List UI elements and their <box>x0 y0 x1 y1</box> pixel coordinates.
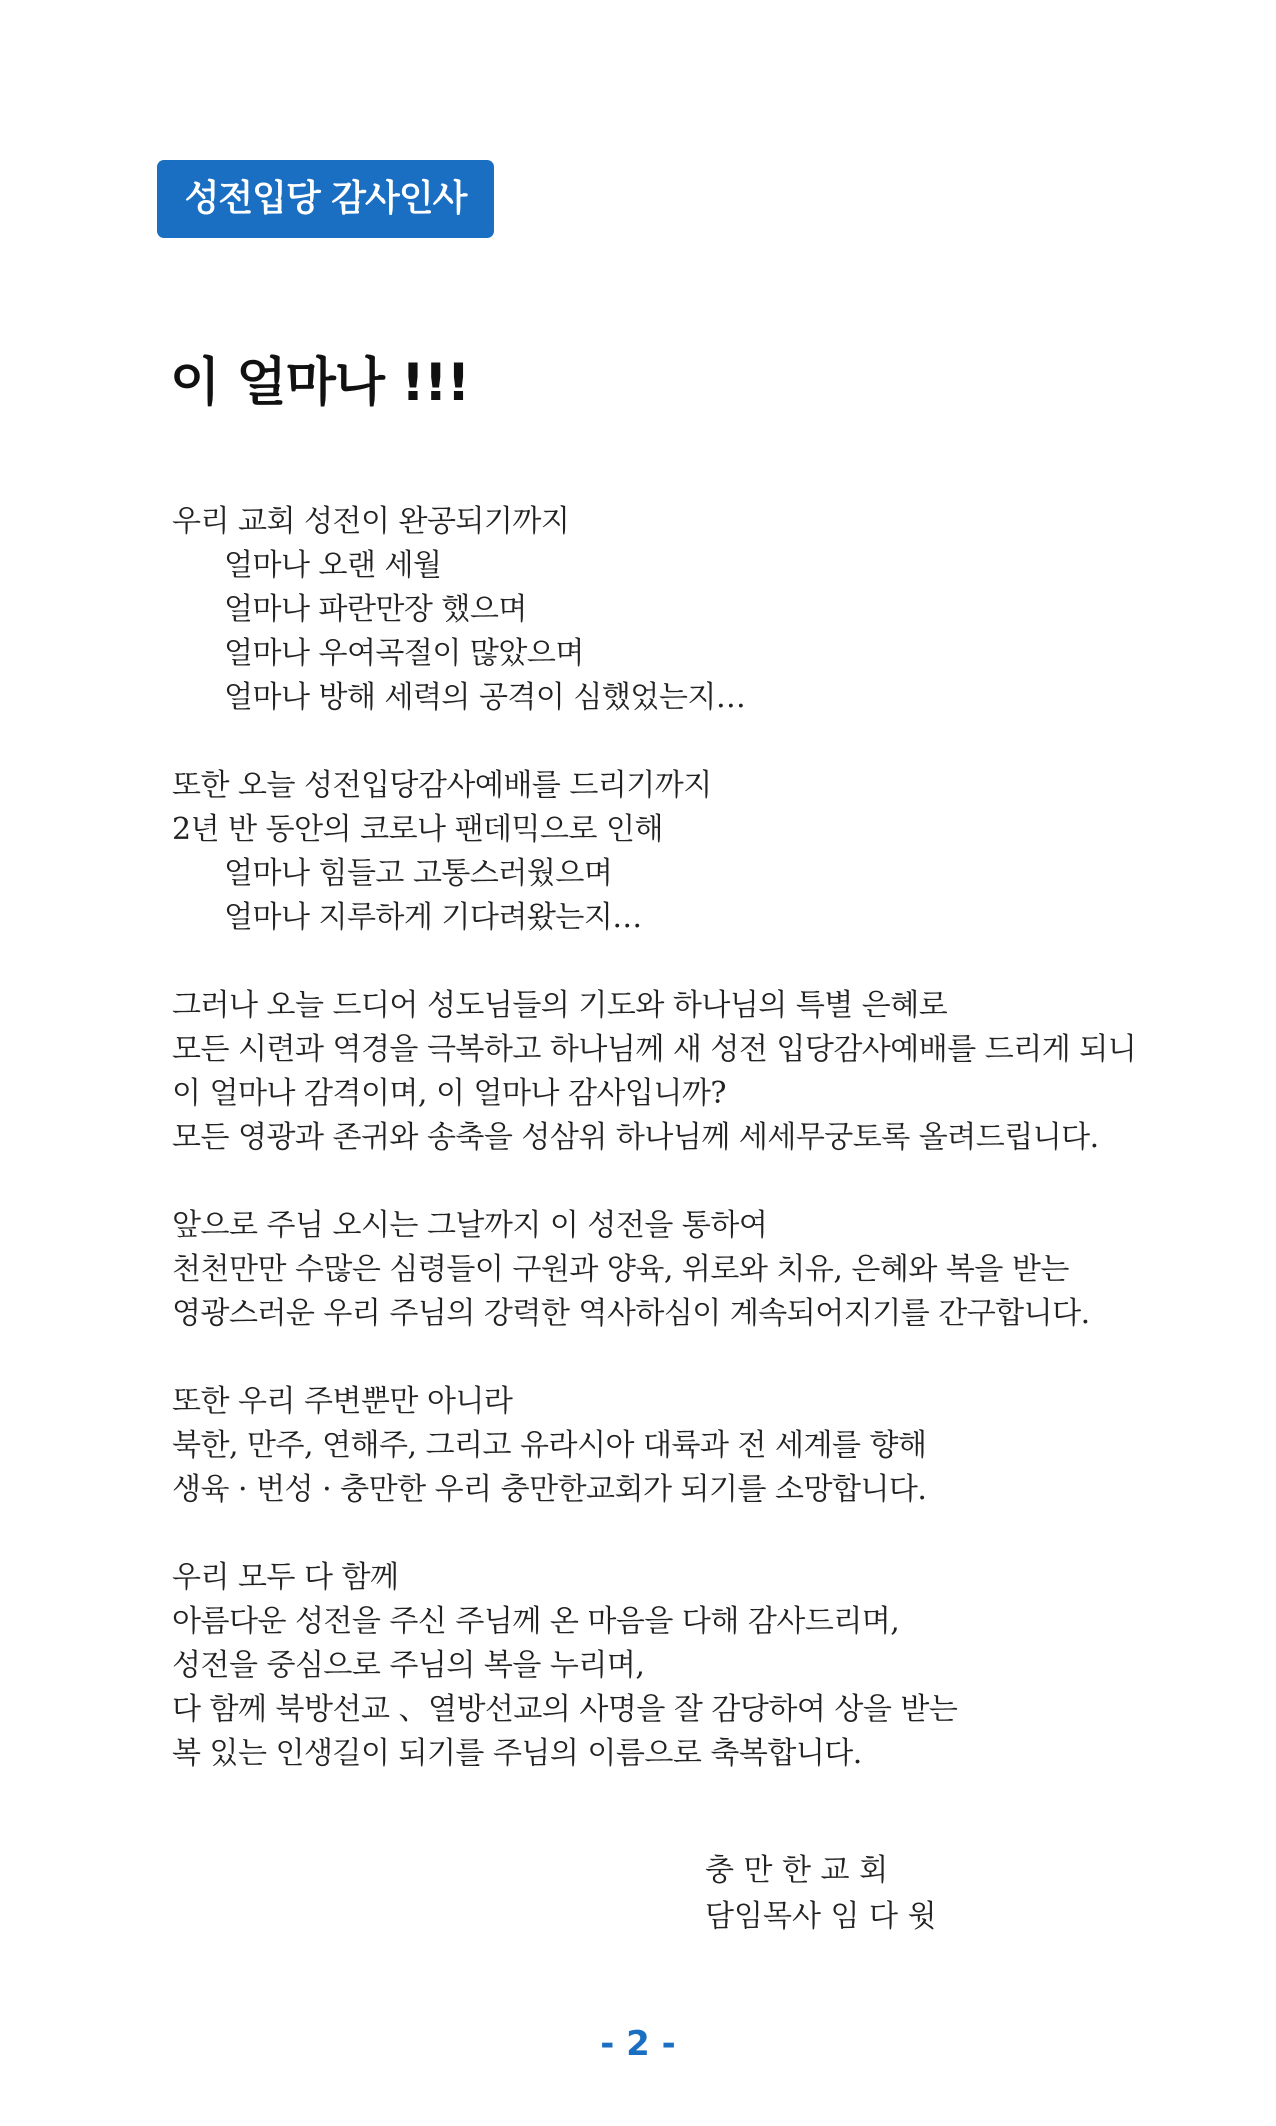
text-line: 성전을 중심으로 주님의 복을 누리며, <box>172 1648 645 1683</box>
text-line: 얼마나 오랜 세월 <box>224 548 442 583</box>
page-number: - 2 - <box>600 2024 676 2064</box>
text-line: 또한 오늘 성전입당감사예배를 드리기까지 <box>172 768 712 803</box>
paragraph <box>172 1556 1172 1776</box>
section-label-badge: 성전입당 감사인사 <box>157 160 494 238</box>
letter-body <box>172 500 1172 1820</box>
text-line: 얼마나 지루하게 기다려왔는지… <box>224 900 642 935</box>
text-line: 우리 모두 다 함께 <box>172 1560 399 1595</box>
text-line: 그러나 오늘 드디어 성도님들의 기도와 하나님의 특별 은혜로 <box>172 988 948 1023</box>
text-line: 2년 반 동안의 코로나 팬데믹으로 인해 <box>172 812 663 847</box>
page-title: 이 얼마나 !!! <box>170 353 470 413</box>
text-line: 생육 · 번성 · 충만한 우리 충만한교회가 되기를 소망합니다. <box>172 1472 927 1507</box>
paragraph <box>172 500 1172 720</box>
church-name: 충 만 한 교 회 <box>705 1853 889 1888</box>
paragraph <box>172 1204 1172 1336</box>
signature-block <box>705 1848 936 1940</box>
text-line: 얼마나 우여곡절이 많았으며 <box>224 636 584 671</box>
text-line: 아름다운 성전을 주신 주님께 온 마음을 다해 감사드리며, <box>172 1604 900 1639</box>
text-line: 이 얼마나 감격이며, 이 얼마나 감사입니까? <box>172 1076 726 1111</box>
text-line: 천천만만 수많은 심령들이 구원과 양육, 위로와 치유, 은혜와 복을 받는 <box>172 1252 1069 1287</box>
text-line: 또한 우리 주변뿐만 아니라 <box>172 1384 513 1419</box>
text-line: 복 있는 인생길이 되기를 주님의 이름으로 축복합니다. <box>172 1736 862 1771</box>
text-line: 우리 교회 성전이 완공되기까지 <box>172 504 570 539</box>
paragraph <box>172 1380 1172 1512</box>
text-line: 앞으로 주님 오시는 그날까지 이 성전을 통하여 <box>172 1208 768 1243</box>
text-line: 북한, 만주, 연해주, 그리고 유라시아 대륙과 전 세계를 향해 <box>172 1428 927 1463</box>
text-line: 얼마나 파란만장 했으며 <box>224 592 527 627</box>
text-line: 얼마나 힘들고 고통스러웠으며 <box>224 856 613 891</box>
text-line: 얼마나 방해 세력의 공격이 심했었는지… <box>224 680 746 715</box>
text-line: 모든 시련과 역경을 극복하고 하나님께 새 성전 입당감사예배를 드리게 되니 <box>172 1032 1137 1067</box>
paragraph <box>172 764 1172 940</box>
text-line: 모든 영광과 존귀와 송축을 성삼위 하나님께 세세무궁토록 올려드립니다. <box>172 1120 1099 1155</box>
text-line: 다 함께 북방선교 、열방선교의 사명을 잘 감당하여 상을 받는 <box>172 1692 958 1727</box>
text-line: 영광스러운 우리 주님의 강력한 역사하심이 계속되어지기를 간구합니다. <box>172 1296 1090 1331</box>
pastor-name: 담임목사 임 다 윗 <box>705 1899 937 1934</box>
paragraph <box>172 984 1172 1160</box>
